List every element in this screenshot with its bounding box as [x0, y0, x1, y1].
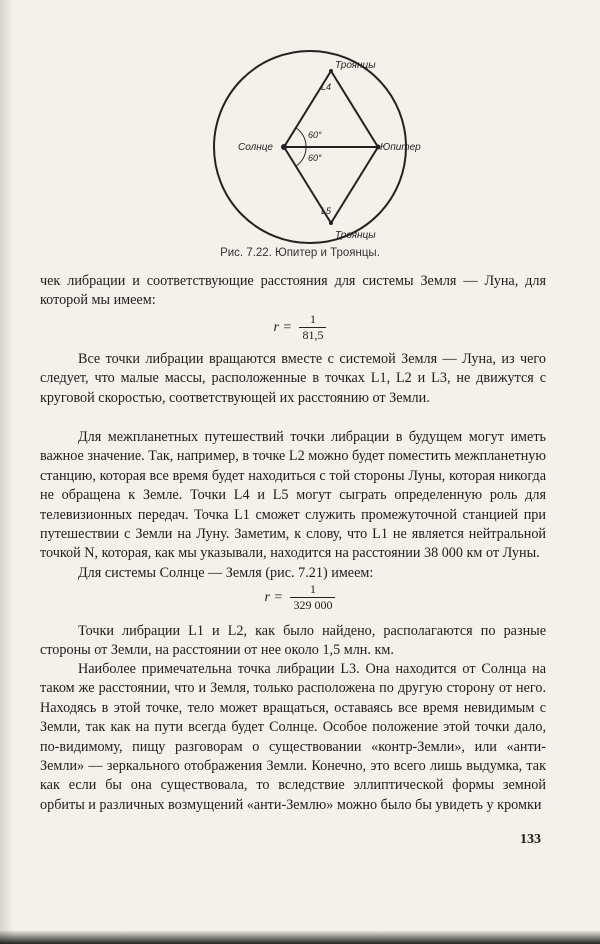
paragraph-4: Для системы Солнце — Земля (рис. 7.21) имеем: — [78, 565, 374, 581]
formula-2-numerator: 1 — [290, 582, 335, 598]
l4-point — [329, 69, 333, 73]
label-l4: L4 — [321, 82, 332, 92]
page-number: 133 — [520, 832, 541, 847]
label-angle-bottom: 60° — [308, 153, 322, 163]
angle-arc-top — [296, 128, 306, 147]
formula-sun-earth — [0, 582, 600, 613]
paragraph-6: Наиболее примечательна точка либрации L3. Она находится от Солнца на таком же расстоянии, что и Земля, только расположена по другую сторону от него. Находясь в этой точке, тело может вращаться, оставаясь все время невидимым с Земли, так как на пути всегда будет Солнце. Особое положение этой точки дало, по-видимому, пищу разговорам о существовании «контр-Земли», или «анти-Земли» — зеркального отображения Земли. Конечно, это всего лишь выдумка, так как если бы она существовала, то вследствие эллиптической формы земной орбиты и различных возмущений «анти-Землю» можно было бы увидеть у кромки — [40, 661, 546, 813]
label-trojans-bottom: Троянцы — [335, 230, 376, 241]
paragraph-1: чек либрации и соответствующие расстояния для системы Земля — Луна, для которой мы имеем: — [40, 273, 546, 309]
formula-2-lhs: r = — [264, 589, 283, 605]
label-angle-top: 60° — [308, 130, 322, 140]
formula-1-numerator: 1 — [299, 312, 326, 328]
label-trojans-top: Троянцы — [335, 60, 376, 71]
formula-1-denominator: 81,5 — [302, 328, 324, 342]
figure-caption: Рис. 7.22. Юпитер и Троянцы. — [220, 247, 380, 259]
l5-jupiter-line — [331, 147, 378, 223]
paragraph-5: Точки либрации L1 и L2, как было найдено, располагаются по разные стороны от Земли, на расстоянии от нее около 1,5 млн. км. — [40, 623, 546, 659]
l5-point — [329, 221, 333, 225]
page-bottom-edge — [0, 930, 600, 944]
label-sun: Солнце — [238, 142, 273, 153]
label-l5: L5 — [321, 206, 332, 216]
paragraph-2: Все точки либрации вращаются вместе с системой Земля — Луна, из чего следует, что малые массы, расположенные в точках L1, L2 и L3, не движутся с круговой скоростью, соответствующей их расстоянию от Земли. — [40, 351, 546, 406]
formula-2-denominator: 329 000 — [293, 598, 333, 612]
formula-2-fraction — [290, 582, 335, 613]
angle-arc-bottom — [296, 147, 306, 166]
figure-jupiter-trojans — [180, 42, 440, 252]
orbit-diagram — [180, 42, 440, 252]
l4-jupiter-line — [331, 71, 378, 147]
formula-earth-moon — [0, 312, 600, 343]
formula-1-fraction — [299, 312, 326, 343]
page-edge-shadow — [0, 0, 14, 944]
formula-1-lhs: r = — [273, 319, 292, 335]
paragraph-3: Для межпланетных путешествий точки либрации в будущем могут иметь важное значение. Так, например, в точке L2 можно будет поместить межпланетную станцию, которая все время будет находиться с той стороны Луны, которая никогда не обращена к Земле. Точки L4 и L5 могут сыграть определенную роль для телевизионных передач. Точка L1 сможет служить промежуточной станцией при путешествии с Земли на Луну. Заметим, к слову, что L1 не является нейтральной точкой N, которая, как мы указывали, находится на расстоянии 38 000 км от Луны. — [40, 429, 546, 562]
label-jupiter: Юпитер — [380, 142, 421, 153]
sun-point — [281, 144, 287, 150]
